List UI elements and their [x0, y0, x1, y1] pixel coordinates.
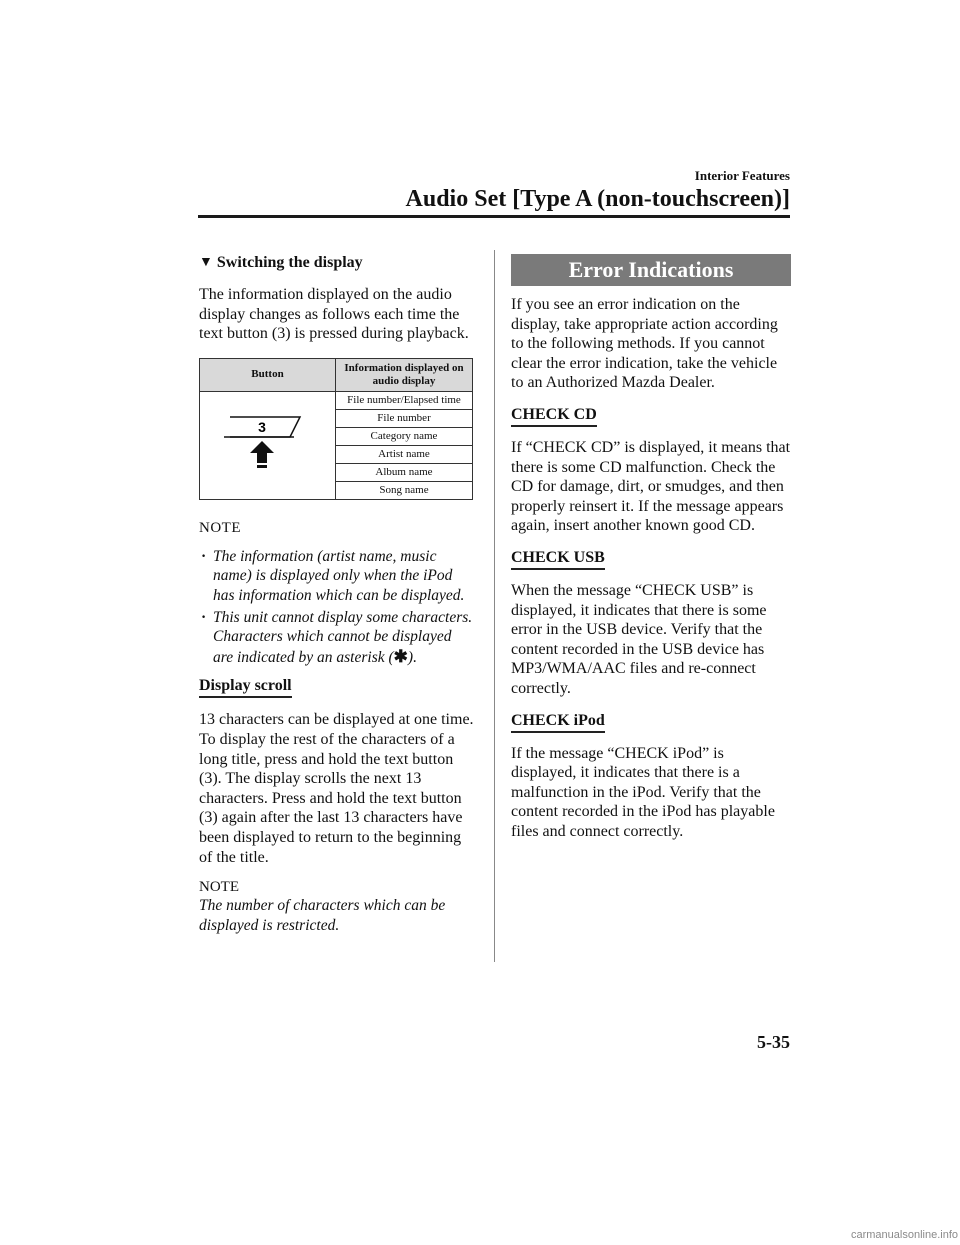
table-row: Song name: [336, 481, 473, 499]
table-header-button: Button: [200, 358, 336, 391]
note-item: · The information (artist name, music name) is displayed only when the iPod has information which can be displayed.: [199, 547, 475, 606]
display-info-table: [199, 358, 473, 500]
display-scroll-text: 13 characters can be displayed at one time. To display the rest of the characters of a long title, press and hold the text button (3). The display scrolls the next 13 characters. Press and hold the text button (3) again after the last 13 characters have been displayed to return to the beginning of the title.: [199, 711, 474, 866]
table-row: Artist name: [336, 445, 473, 463]
page-header-title: Audio Set [Type A (non-touchscreen)]: [405, 186, 790, 212]
page-number: 5-35: [757, 1032, 790, 1052]
column-divider: [494, 250, 495, 962]
note-item-text: This unit cannot display some characters. Characters which cannot be displayed are indicated by an asterisk (: [213, 608, 473, 666]
header-rule: [198, 215, 790, 218]
text-button-icon: [220, 411, 316, 475]
note-label-2: NOTE: [199, 879, 239, 896]
switching-display-intro: The information displayed on the audio display changes as follows each time the text button (3) is pressed during playback.: [199, 286, 469, 343]
table-header-info: Information displayed on audio display: [336, 358, 473, 391]
footer-watermark: carmanualsonline.info: [850, 1229, 958, 1241]
check-cd-heading: CHECK CD: [511, 406, 597, 427]
table-row: File number/Elapsed time: [336, 391, 473, 409]
check-usb-heading: CHECK USB: [511, 549, 605, 570]
right-column: [511, 254, 791, 841]
note-text-2: The number of characters which can be displayed is restricted.: [199, 897, 446, 934]
triangle-down-icon: ▼: [199, 255, 213, 270]
note-item: [199, 608, 475, 668]
asterisk-icon: ✱: [393, 646, 408, 666]
check-ipod-heading: CHECK iPod: [511, 712, 605, 733]
check-cd-text: If “CHECK CD” is displayed, it means that there is some CD malfunction. Check the CD for damage, dirt, or smudges, and then properly reinsert it. If the message appears again, insert another known good CD.: [511, 438, 791, 535]
display-scroll-heading: Display scroll: [199, 677, 292, 698]
table-row: Album name: [336, 463, 473, 481]
table-row: File number: [336, 409, 473, 427]
button-number-label: 3: [257, 418, 266, 435]
left-column: [199, 254, 475, 935]
note-item-tail: ).: [407, 648, 417, 666]
switching-display-heading: [199, 254, 475, 272]
note-label: NOTE: [199, 519, 241, 536]
text-button-illustration-cell: [200, 391, 336, 499]
table-row: Category name: [336, 427, 473, 445]
error-indications-banner: Error Indications: [511, 254, 791, 286]
check-usb-text: When the message “CHECK USB” is displayed, it indicates that there is some error in the USB device. Verify that the content recorded in the USB device has MP3/WMA/AAC files and re-connect correctly.: [511, 581, 767, 697]
section-label: Interior Features: [694, 168, 790, 183]
heading-text: Switching the display: [216, 254, 363, 271]
error-intro: If you see an error indication on the display, take appropriate action according to the following methods. If you cannot clear the error indication, take the vehicle to an Authorized Mazda Dealer.: [511, 296, 778, 392]
check-ipod-text: If the message “CHECK iPod” is displayed, it indicates that there is a malfunction in the iPod. Verify that the content recorded in the iPod has playable files and connect correctly.: [511, 744, 775, 840]
note-list: [199, 547, 475, 668]
